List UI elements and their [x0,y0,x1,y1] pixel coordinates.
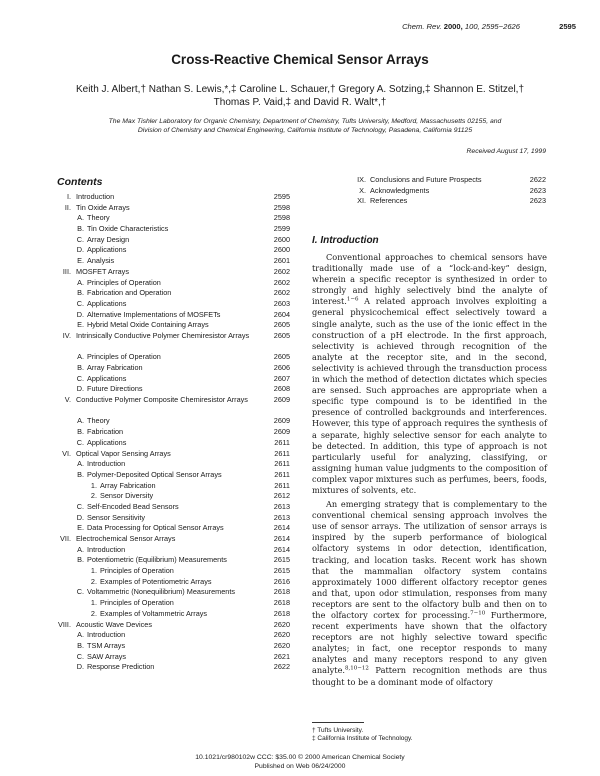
toc-entry[interactable] [57,374,290,385]
toc-entry-number: E. [77,320,84,330]
toc-entry[interactable] [57,192,290,203]
article-title: Cross-Reactive Chemical Sensor Arrays [171,52,429,67]
toc-entry-page: 2609 [273,427,290,437]
toc-entry-label: Conclusions and Future Prospects [370,175,482,184]
toc-entry-number: 1. [90,566,97,576]
toc-entry-number: A. [77,352,84,362]
toc-entry-label: Voltammetric (Nonequilibrium) Measurements [87,587,236,597]
toc-entry[interactable] [57,491,290,502]
toc-entry-label: Introduction [87,459,126,469]
toc-entry-number: A. [77,277,84,287]
toc-entry-label: SAW Arrays [87,651,127,661]
toc-entry-label: Potentiometric (Equilibrium) Measurements [87,555,227,565]
toc-entry-page: 2600 [273,234,290,244]
toc-entry[interactable] [57,331,290,352]
toc-entry-page: 2609 [273,416,290,426]
toc-entry-number: B. [77,288,84,298]
toc-entry-label: Self-Encoded Bead Sensors [87,501,179,511]
toc-entry-number: D. [76,662,84,672]
toc-entry-label: Tin Oxide Arrays [76,202,130,212]
footnote-divider [312,722,364,723]
paragraph-1 [312,252,547,496]
toc-entry-page: 2595 [273,192,290,201]
toc-entry-number: A. [77,544,84,554]
toc-entry-number: E. [77,256,84,266]
toc-entry-number: 2. [90,576,97,586]
toc-entry-page: 2611 [274,448,290,458]
toc-entry[interactable] [57,310,290,321]
toc-entry-label: Array Fabrication [100,480,156,490]
toc-entry-number: B. [77,555,84,565]
toc-entry[interactable] [57,534,290,545]
toc-entry[interactable] [57,438,290,449]
footnote-2: ‡ California Institute of Technology. [312,735,413,742]
toc-entry[interactable] [57,213,290,224]
toc-entry[interactable] [57,299,290,310]
toc-entry-number: 2. [90,608,97,618]
toc-entry-page: 2602 [273,288,290,298]
toc-entry-page: 2601 [273,256,290,266]
toc-entry-page: 2614 [273,544,290,554]
toc-entry-page: 2613 [273,501,290,511]
toc-entry-page: 2618 [273,587,290,597]
toc-entry-number: B. [77,469,84,479]
toc-entry-number: C. [76,651,84,661]
toc-entry-page: 2621 [273,651,290,661]
toc-entry-number: II. [64,202,71,212]
toc-entry-page: 2620 [273,640,290,650]
toc-entry[interactable] [57,502,290,513]
toc-entry-number: XI. [357,196,366,206]
toc-entry-number: III. [62,266,71,276]
toc-entry-page: 2604 [273,309,290,319]
toc-entry-page: 2602 [273,266,290,276]
toc-entry[interactable] [57,513,290,524]
toc-entry-label: Array Design [87,234,130,244]
toc-entry-number: A. [77,213,84,223]
toc-entry-label: Fabrication and Operation [87,288,172,298]
toc-entry-label: Introduction [87,630,126,640]
toc-entry-number: B. [77,224,84,234]
toc-entry-number: D. [76,309,84,319]
toc-entry-number: D. [76,245,84,255]
toc-entry[interactable] [57,245,290,256]
citation-ref: 7−10 [470,610,486,617]
toc-entry-label: Conductive Polymer Composite Chemiresistor Arrays [76,395,248,405]
toc-entry-number: A. [77,459,84,469]
para2-text-b: Furthermore, recent experiments have shown that the olfactory receptors are not highly selective toward specific analytes; in fact, one receptor responds to many analytes and many receptors respond to any given analyte. [312,610,547,676]
toc-entry-number: C. [76,234,84,244]
toc-entry-number: C. [76,298,84,308]
toc-entry-number: A. [77,416,84,426]
author-list [40,84,560,109]
journal-citation: 100, 2595−2626 [464,22,520,31]
toc-entry-page: 2615 [273,566,290,576]
toc-entry[interactable] [57,416,290,427]
toc-entry-label: Tin Oxide Characteristics [87,224,169,234]
toc-entry[interactable] [57,577,290,588]
toc-entry[interactable] [57,384,290,395]
toc-entry-number: D. [76,512,84,522]
toc-entry-number: VIII. [58,619,71,629]
toc-entry[interactable] [57,449,290,460]
toc-entry-label: Polymer-Deposited Optical Sensor Arrays [87,469,222,479]
toc-entry-page: 2611 [274,459,290,469]
toc-entry-label: Hybrid Metal Oxide Containing Arrays [87,320,209,330]
toc-entry-number: I. [66,192,71,201]
paragraph-2 [312,499,547,688]
toc-entry-page: 2620 [273,619,290,629]
toc-entry-label: Examples of Voltammetric Arrays [100,608,208,618]
toc-entry-label: References [370,196,408,206]
toc-entry-number: VI. [62,448,71,458]
toc-entry-number: A. [77,630,84,640]
para1-text-a: Conventional approaches to chemical sensors have traditionally made use of a “lock-and-key” design, wherein a specific receptor is synthesized in order to strongly and highly selectively bind the analyte of interest. [312,252,547,307]
toc-entry-label: Data Processing for Optical Sensor Arrays [87,523,224,533]
toc-entry-page: 2605 [273,352,290,362]
toc-entry-number: B. [77,427,84,437]
toc-entry[interactable] [57,481,290,492]
toc-right-column [312,175,547,207]
toc-entry-page: 2612 [273,491,290,501]
published-line: Published on Web 06/24/2000 [254,762,346,770]
toc-entry[interactable] [57,545,290,556]
toc-entry-number: X. [359,185,366,195]
toc-entry-number: C. [76,587,84,597]
toc-entry-label: Acknowledgments [370,185,430,195]
toc-entry-page: 2607 [273,373,290,383]
body-column [312,252,547,688]
toc-entry-page: 2618 [273,608,290,618]
toc-entry[interactable] [57,363,290,374]
toc-entry[interactable] [57,224,290,235]
toc-entry-page: 2622 [273,662,290,672]
toc-entry[interactable] [57,566,290,577]
para2-text-a: An emerging strategy that is complementary to the conventional chemical sensing approach involves the use of sensor arrays. The utilization of sensor arrays is inspired by the superb performance of biological olfactory systems in odor detection, identification, tracking, and location tasks. Recent work has shown that the mammalian olfactory system contains approximately 1000 different olfactory receptor genes and that, upon odor stimulation, responses from many receptors are sent to the olfactory bulb and then on to the olfactory cortex for processing. [312,499,547,620]
toc-entry[interactable] [57,278,290,289]
page-number: 2595 [559,22,576,31]
toc-entry[interactable] [312,196,547,207]
affiliation-line-2: Division of Chemistry and Chemical Engineering, California Institute of Technology, Pasadena, California 91125 [137,127,473,134]
toc-entry-number: D. [76,384,84,394]
toc-entry-label: Applications [87,245,127,255]
toc-entry-page: 2615 [273,555,290,565]
toc-entry-label: Analysis [87,256,115,266]
toc-entry-page: 2614 [273,523,290,533]
toc-entry-number: C. [76,373,84,383]
toc-entry-label: TSM Arrays [87,640,126,650]
toc-entry-label: Electrochemical Sensor Arrays [76,534,176,544]
toc-entry[interactable] [57,587,290,598]
toc-entry-label: MOSFET Arrays [76,266,129,276]
toc-entry-label: Response Prediction [87,662,155,672]
toc-entry-label: Array Fabrication [87,363,143,373]
toc-entry-page: 2605 [273,330,290,340]
toc-entry[interactable] [57,352,290,363]
footnote-1: † Tufts University. [312,727,364,734]
toc-entry-label: Fabrication [87,427,124,437]
toc-entry[interactable] [57,203,290,214]
toc-entry-label: Alternative Implementations of MOSFETs [87,309,221,319]
journal-year: 2000, [443,22,463,31]
toc-entry-label: Theory [87,416,110,426]
toc-entry-number: 1. [90,480,97,490]
toc-entry-page: 2611 [274,437,290,447]
toc-entry-number: 2. [90,491,97,501]
toc-entry[interactable] [312,175,547,186]
toc-entry[interactable] [57,555,290,566]
toc-entry-number: C. [76,501,84,511]
toc-entry-number: V. [64,395,71,405]
toc-entry-page: 2622 [529,175,546,184]
toc-entry[interactable] [57,256,290,267]
toc-entry-label: Theory [87,213,110,223]
toc-entry[interactable] [57,630,290,641]
toc-entry[interactable] [57,652,290,663]
toc-entry-page: 2599 [273,224,290,234]
toc-entry[interactable] [57,523,290,534]
toc-entry-page: 2614 [273,534,290,544]
toc-entry-page: 2603 [273,298,290,308]
toc-entry-number: B. [77,640,84,650]
toc-entry[interactable] [57,288,290,299]
toc-entry[interactable] [57,320,290,331]
toc-entry-page: 2600 [273,245,290,255]
toc-entry-page: 2608 [273,384,290,394]
affiliation-line-1: The Max Tishler Laboratory for Organic Chemistry, Department of Chemistry, Tufts University, Medford, Massachusetts 02155, and [108,118,502,125]
journal-name: Chem. Rev. [402,22,442,31]
para1-text-b: A related approach involves exploiting a general physicochemical effect selectively toward a single analyte, such as the use of the ionic effect in the construction of a pH electrode. In the first approach, selectivity is achieved through recognition of the analyte at the receptor site, and in the second, selectivity is achieved through the transduction process in which the method of detection dictates which species are sensed. Such approaches are appropriate when a specific type compound is to be identified in the presence of controlled backgrounds and interferences. However, this type of approach requires the synthesis of a separate, highly selective sensor for each analyte to be detected. In addition, this type of approach is not particularly useful for analyzing, classifying, or assigning human value judgments to the composition of complex vapor mixtures such as perfumes, beers, foods, mixtures of solvents, etc. [312,296,547,495]
toc-entry-page: 2623 [529,196,546,206]
toc-entry[interactable] [57,459,290,470]
toc-entry[interactable] [57,598,290,609]
toc-entry[interactable] [57,609,290,620]
toc-entry-label: Acoustic Wave Devices [76,619,152,629]
toc-entry-label: Applications [87,373,127,383]
toc-entry-page: 2611 [274,469,290,479]
toc-entry[interactable] [57,662,290,673]
affiliations [60,117,550,135]
toc-entry[interactable] [57,395,290,416]
toc-entry-number: 1. [90,598,97,608]
toc-entry-page: 2611 [274,480,290,490]
toc-entry-label: Principles of Operation [87,352,161,362]
toc-entry-label: Applications [87,437,127,447]
authors-line-2: Thomas P. Vaid,‡ and David R. Walt*,† [213,96,387,108]
toc-entry-label: Introduction [87,544,126,554]
received-date: Received August 17, 1999 [466,148,546,155]
toc-entry-page: 2598 [273,202,290,212]
toc-entry-page: 2620 [273,630,290,640]
toc-entry-label: Introduction [76,192,115,201]
toc-left-column [57,192,290,673]
toc-entry-number: E. [77,523,84,533]
citation-ref: 1−6 [346,296,359,303]
toc-entry-page: 2602 [273,277,290,287]
citation-ref: 8,10−12 [345,665,369,672]
publication-info [0,754,600,771]
authors-line-1: Keith J. Albert,† Nathan S. Lewis,*,‡ Caroline L. Schauer,† Gregory A. Sotzing,‡ Shannon E. Stitzel,† [75,84,525,95]
toc-entry-label: Principles of Operation [100,598,174,608]
section-heading: I. Introduction [312,235,379,246]
toc-entry[interactable] [57,427,290,438]
toc-entry-number: IX. [357,175,366,184]
toc-entry-page: 2616 [273,576,290,586]
doi-line: 10.1021/cr980102w CCC: $35.00 © 2000 American Chemical Society [195,754,405,761]
toc-entry-label: Applications [87,298,127,308]
toc-entry-label: Principles of Operation [87,277,161,287]
toc-entry-label: Sensor Diversity [100,491,154,501]
toc-entry-page: 2618 [273,598,290,608]
toc-entry-label: Principles of Operation [100,566,174,576]
toc-entry-number: IV. [62,330,71,340]
toc-entry[interactable] [57,267,290,278]
toc-entry-page: 2609 [273,395,290,405]
toc-entry-number: B. [77,363,84,373]
toc-entry[interactable] [57,235,290,246]
toc-entry-number: C. [76,437,84,447]
toc-entry-label: Optical Vapor Sensing Arrays [76,448,171,458]
toc-entry-page: 2613 [273,512,290,522]
running-header [0,22,520,31]
para2-text-c: Pattern recognition methods are thus thought to be a dominant mode of olfactory [312,665,547,687]
toc-entry-number: VII. [60,534,71,544]
toc-entry[interactable] [57,470,290,481]
footnotes [312,727,413,743]
toc-entry-page: 2623 [529,185,546,195]
toc-entry-page: 2606 [273,363,290,373]
toc-entry[interactable] [57,620,290,631]
toc-entry[interactable] [57,641,290,652]
toc-entry-label: Intrinsically Conductive Polymer Chemiresistor Arrays [76,330,250,340]
toc-entry[interactable] [312,186,547,197]
toc-entry-page: 2598 [273,213,290,223]
toc-entry-label: Future Directions [87,384,143,394]
toc-entry-label: Examples of Potentiometric Arrays [100,576,212,586]
toc-entry-label: Sensor Sensitivity [87,512,145,522]
contents-heading: Contents [57,176,103,188]
toc-entry-page: 2605 [273,320,290,330]
